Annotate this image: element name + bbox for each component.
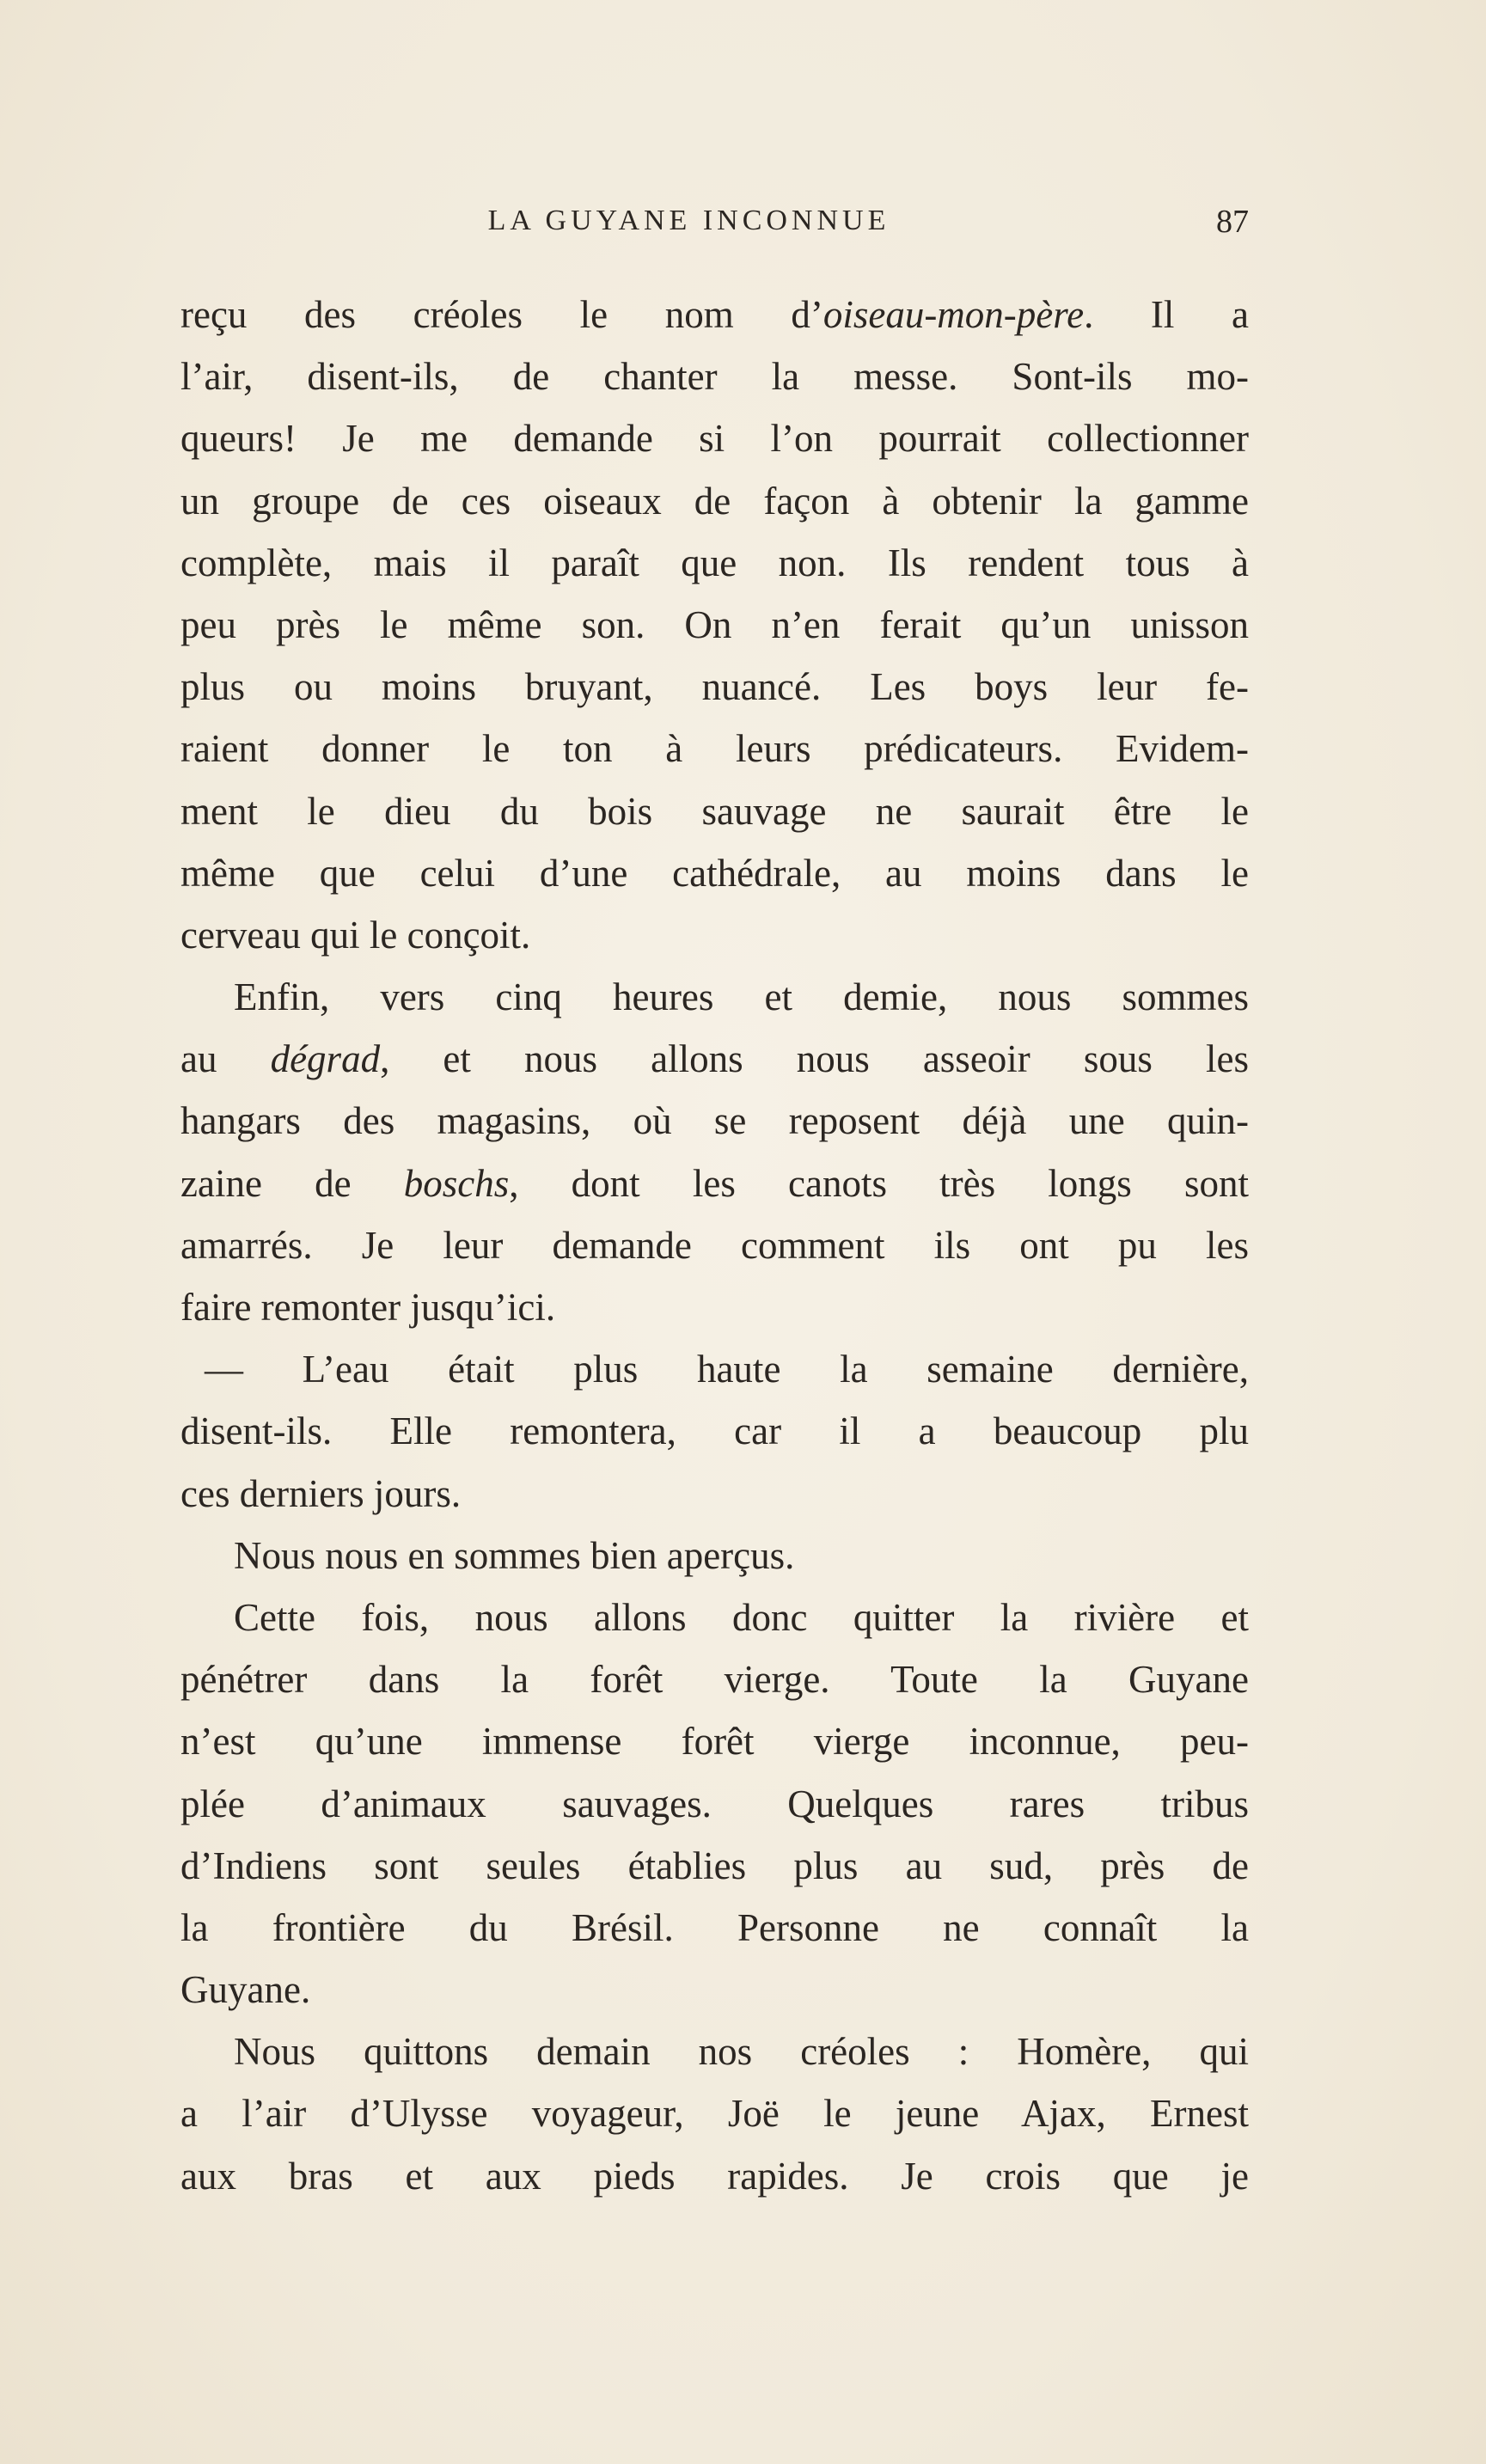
running-head	[180, 199, 1249, 242]
text-line	[180, 966, 1249, 1028]
text-line	[180, 470, 1249, 532]
text-line	[180, 842, 1249, 904]
text-run: pénétrer dans la forêt vierge. Toute la Guyane	[180, 1658, 1249, 1702]
text-run: — L’eau était plus haute la semaine dernière,	[205, 1348, 1249, 1391]
text-run: amarrés. Je leur demande comment ils ont pu les	[180, 1223, 1249, 1267]
text-run: queurs! Je me demande si l’on pourrait collectionner	[180, 417, 1249, 461]
text-run: ces derniers jours.	[180, 1471, 462, 1515]
italic-term: oiseau-mon-père	[822, 293, 1085, 336]
text-run: complète, mais il paraît que non. Ils rendent tous à	[180, 541, 1249, 584]
text-line	[180, 1773, 1249, 1835]
text-line	[180, 284, 1249, 345]
text-line	[180, 1525, 1249, 1587]
text-run: plée d’animaux sauvages. Quelques rares tribus	[180, 1782, 1249, 1825]
text-run: plus ou moins bruyant, nuancé. Les boys leur fe-	[180, 665, 1249, 709]
text-line	[180, 904, 1249, 966]
text-line	[180, 1959, 1249, 2021]
text-run: Guyane.	[180, 1968, 311, 2012]
text-line	[180, 407, 1249, 469]
text-run: , dont les canots très longs sont	[509, 1161, 1249, 1205]
text-run: au	[180, 1037, 271, 1081]
text-run: peu près le même son. On n’en ferait qu’un unisson	[180, 602, 1249, 646]
text-run: faire remonter jusqu’ici.	[180, 1286, 556, 1329]
page-number: 87	[1216, 204, 1249, 240]
text-line	[180, 2145, 1249, 2207]
running-title: LA GUYANE INCONNUE	[487, 205, 890, 236]
text-line	[180, 594, 1249, 656]
text-line	[180, 345, 1249, 407]
text-line	[180, 1338, 1249, 1400]
text-line	[180, 1710, 1249, 1772]
text-run: un groupe de ces oiseaux de façon à obtenir la gamme	[180, 479, 1249, 523]
text-run: zaine de	[180, 1161, 404, 1205]
body-text	[180, 284, 1249, 2207]
text-run: reçu des créoles le nom d’	[180, 293, 823, 336]
text-run: la frontière du Brésil. Personne ne connaît la	[180, 1905, 1249, 1949]
text-run: , et nous allons nous asseoir sous les	[380, 1037, 1249, 1081]
text-run: Nous quittons demain nos créoles : Homère, qui	[234, 2030, 1249, 2074]
text-line	[180, 1090, 1249, 1152]
text-line	[180, 1028, 1249, 1090]
italic-term: boschs	[403, 1161, 510, 1205]
text-line	[180, 656, 1249, 718]
text-line	[180, 1897, 1249, 1959]
text-line	[180, 1587, 1249, 1648]
text-run: ment le dieu du bois sauvage ne saurait être le	[180, 789, 1249, 833]
text-run: Enfin, vers cinq heures et demie, nous sommes	[234, 975, 1249, 1019]
text-line	[180, 1463, 1249, 1525]
text-line	[180, 1153, 1249, 1214]
text-line	[180, 532, 1249, 594]
text-run: cerveau qui le conçoit.	[180, 913, 531, 957]
text-run: Cette fois, nous allons donc quitter la rivière et	[234, 1595, 1249, 1639]
text-line	[180, 2021, 1249, 2082]
text-run: aux bras et aux pieds rapides. Je crois que je	[180, 2154, 1249, 2198]
text-line	[180, 1214, 1249, 1276]
italic-term: dégrad	[270, 1037, 381, 1081]
text-run: Nous nous en sommes bien aperçus.	[234, 1533, 795, 1577]
text-line	[180, 1648, 1249, 1710]
text-run: . Il a	[1084, 293, 1249, 336]
text-line	[180, 1276, 1249, 1338]
text-run: d’Indiens sont seules établies plus au sud, près de	[180, 1843, 1249, 1887]
text-run: n’est qu’une immense forêt vierge inconnue, peu-	[180, 1720, 1249, 1764]
text-line	[180, 2082, 1249, 2144]
text-run: hangars des magasins, où se reposent déjà une quin-	[180, 1099, 1249, 1143]
text-run: a l’air d’Ulysse voyageur, Joë le jeune Ajax, Ernest	[180, 2092, 1249, 2136]
text-line	[180, 1400, 1249, 1462]
text-run: l’air, disent-ils, de chanter la messe. Sont-ils mo-	[180, 355, 1249, 399]
text-line	[180, 718, 1249, 780]
text-line	[180, 1835, 1249, 1897]
text-run: même que celui d’une cathédrale, au moins dans le	[180, 851, 1249, 895]
text-run: raient donner le ton à leurs prédicateurs. Evidem-	[180, 727, 1249, 771]
text-line	[180, 780, 1249, 842]
text-run: disent-ils. Elle remontera, car il a beaucoup plu	[180, 1409, 1249, 1453]
